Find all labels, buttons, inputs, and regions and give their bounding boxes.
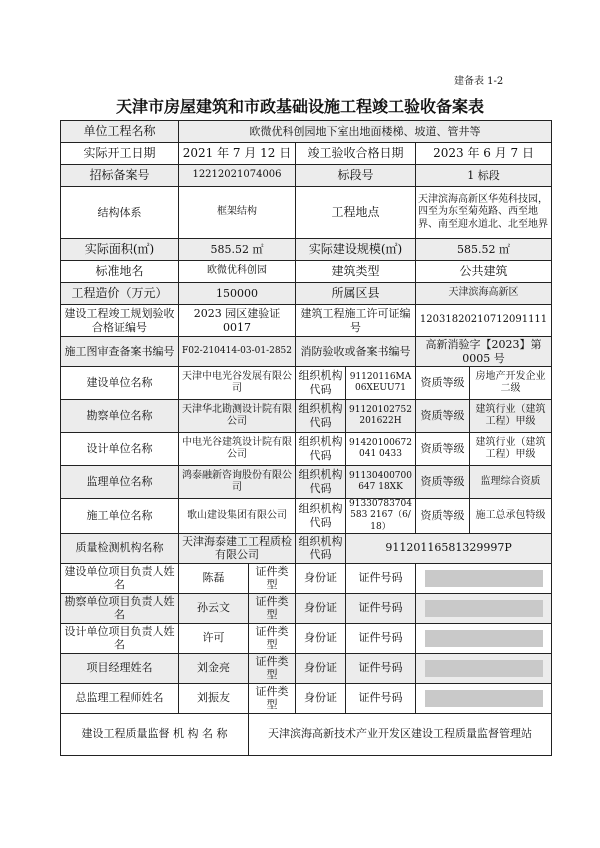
org-code-value: 91420100672041 0433 — [346, 433, 416, 466]
location-value: 天津滨海高新区华苑科技园，四至为东至菊苑路、西至地界、南至迎水道北、北至地界 — [416, 187, 552, 239]
row-project-name — [61, 121, 552, 143]
fire-label: 消防验收或备案书编号 — [296, 337, 416, 367]
qual-value: 房地产开发企业二级 — [470, 367, 552, 400]
quality-org-label: 质量检测机构名称 — [61, 533, 179, 563]
cert-no-redacted — [416, 593, 552, 623]
unit-label: 勘察单位名称 — [61, 400, 179, 433]
row-plan-cert — [61, 305, 552, 337]
person-name: 陈磊 — [179, 563, 249, 593]
building-type-label: 建筑类型 — [296, 261, 416, 283]
qual-value: 建筑行业（建筑工程）甲级 — [470, 400, 552, 433]
cert-type-label: 证件类型 — [249, 593, 296, 623]
person-name: 许可 — [179, 623, 249, 653]
qual-label: 资质等级 — [416, 499, 470, 534]
row-dates — [61, 143, 552, 165]
standard-name-label: 标准地名 — [61, 261, 179, 283]
row-supervision — [61, 713, 552, 755]
qual-label: 资质等级 — [416, 433, 470, 466]
drawing-value: F02-210414-03-01-2852 — [179, 337, 296, 367]
unit-row — [61, 400, 552, 433]
cert-type-label: 证件类型 — [249, 683, 296, 713]
cert-no-redacted — [416, 563, 552, 593]
org-code-value: 91130400700647 18XK — [346, 466, 416, 499]
org-code-value: 91120102752201622H — [346, 400, 416, 433]
supervision-label: 建设工程质量监督 机 构 名 称 — [61, 713, 249, 755]
location-label: 工程地点 — [296, 187, 416, 239]
quality-org-name: 天津海泰建工工程质检有限公司 — [179, 533, 296, 563]
org-code-value: 91330783704583 2167（6/18） — [346, 499, 416, 534]
row-area — [61, 239, 552, 261]
org-code-label: 组织机构代码 — [296, 433, 346, 466]
person-row — [61, 623, 552, 653]
district-label: 所属区县 — [296, 283, 416, 305]
cert-no-label: 证件号码 — [346, 653, 416, 683]
project-name-value: 欧微优科创园地下室出地面楼梯、坡道、管井等 — [179, 121, 552, 143]
cert-type-label: 证件类型 — [249, 563, 296, 593]
org-code-label: 组织机构代码 — [296, 466, 346, 499]
unit-row — [61, 367, 552, 400]
cert-type-label: 证件类型 — [249, 653, 296, 683]
person-label: 勘察单位项目负责人姓名 — [61, 593, 179, 623]
permit-value: 12031820210712091111 — [416, 305, 552, 337]
accept-date-label: 竣工验收合格日期 — [296, 143, 416, 165]
qual-label: 资质等级 — [416, 466, 470, 499]
scale-value: 585.52 ㎡ — [416, 239, 552, 261]
cert-no-redacted — [416, 623, 552, 653]
row-quality-org — [61, 533, 552, 563]
id-card-label: 身份证 — [296, 563, 346, 593]
accept-date-value: 2023 年 6 月 7 日 — [416, 143, 552, 165]
id-card-label: 身份证 — [296, 593, 346, 623]
qual-value: 施工总承包特级 — [470, 499, 552, 534]
quality-org-code-label: 组织机构代码 — [296, 533, 346, 563]
cert-no-label: 证件号码 — [346, 593, 416, 623]
permit-label: 建筑工程施工许可证编号 — [296, 305, 416, 337]
unit-row — [61, 433, 552, 466]
row-standard-name — [61, 261, 552, 283]
person-name: 刘振友 — [179, 683, 249, 713]
org-code-label: 组织机构代码 — [296, 400, 346, 433]
person-label: 建设单位项目负责人姓名 — [61, 563, 179, 593]
area-value: 585.52 ㎡ — [179, 239, 296, 261]
person-label: 项目经理姓名 — [61, 653, 179, 683]
id-card-label: 身份证 — [296, 623, 346, 653]
start-date-label: 实际开工日期 — [61, 143, 179, 165]
section-value: 1 标段 — [416, 165, 552, 187]
project-name-label: 单位工程名称 — [61, 121, 179, 143]
qual-label: 资质等级 — [416, 367, 470, 400]
unit-label: 建设单位名称 — [61, 367, 179, 400]
plan-cert-value: 2023 园区建验证 0017 — [179, 305, 296, 337]
standard-name-value: 欧微优科创园 — [179, 261, 296, 283]
form-title: 天津市房屋建筑和市政基础设施工程竣工验收备案表 — [115, 97, 484, 116]
scale-label: 实际建设规模(㎡) — [296, 239, 416, 261]
person-row — [61, 653, 552, 683]
row-cost — [61, 283, 552, 305]
cert-no-label: 证件号码 — [346, 563, 416, 593]
row-bid — [61, 165, 552, 187]
cost-value: 150000 — [179, 283, 296, 305]
bid-no-value: 12212021074006 — [179, 165, 296, 187]
person-label: 设计单位项目负责人姓名 — [61, 623, 179, 653]
unit-label: 监理单位名称 — [61, 466, 179, 499]
person-row — [61, 563, 552, 593]
drawing-label: 施工图审查备案书编号 — [61, 337, 179, 367]
structure-value: 框架结构 — [179, 187, 296, 239]
fire-value: 高新消验字【2023】第 0005 号 — [416, 337, 552, 367]
unit-label: 施工单位名称 — [61, 499, 179, 534]
person-name: 刘金亮 — [179, 653, 249, 683]
cert-no-redacted — [416, 683, 552, 713]
row-structure — [61, 187, 552, 239]
person-row — [61, 593, 552, 623]
org-code-value: 91120116MA06XEUU71 — [346, 367, 416, 400]
plan-cert-label: 建设工程竣工规划验收合格证编号 — [61, 305, 179, 337]
unit-name: 天津华北勘测设计院有限公司 — [179, 400, 296, 433]
filing-table — [60, 120, 552, 756]
unit-row — [61, 499, 552, 534]
unit-name: 中电光谷建筑设计院有限公司 — [179, 433, 296, 466]
bid-no-label: 招标备案号 — [61, 165, 179, 187]
building-type-value: 公共建筑 — [416, 261, 552, 283]
unit-name: 天津中电光谷发展有限公司 — [179, 367, 296, 400]
person-row — [61, 683, 552, 713]
person-name: 孙云文 — [179, 593, 249, 623]
supervision-name: 天津滨海高新技术产业开发区建设工程质量监督管理站 — [249, 713, 552, 755]
quality-org-code: 91120116581329997P — [346, 533, 552, 563]
form-code: 建备表 1-2 — [454, 76, 504, 87]
unit-label: 设计单位名称 — [61, 433, 179, 466]
start-date-value: 2021 年 7 月 12 日 — [179, 143, 296, 165]
cost-label: 工程造价（万元） — [61, 283, 179, 305]
cert-no-label: 证件号码 — [346, 623, 416, 653]
area-label: 实际面积(㎡) — [61, 239, 179, 261]
cert-no-redacted — [416, 653, 552, 683]
unit-name: 歌山建设集团有限公司 — [179, 499, 296, 534]
district-value: 天津滨海高新区 — [416, 283, 552, 305]
qual-value: 监理综合资质 — [470, 466, 552, 499]
org-code-label: 组织机构代码 — [296, 367, 346, 400]
id-card-label: 身份证 — [296, 653, 346, 683]
structure-label: 结构体系 — [61, 187, 179, 239]
cert-type-label: 证件类型 — [249, 623, 296, 653]
person-label: 总监理工程师姓名 — [61, 683, 179, 713]
unit-row — [61, 466, 552, 499]
qual-value: 建筑行业（建筑工程）甲级 — [470, 433, 552, 466]
section-label: 标段号 — [296, 165, 416, 187]
unit-name: 鸿泰融新咨询股份有限公司 — [179, 466, 296, 499]
row-drawing — [61, 337, 552, 367]
id-card-label: 身份证 — [296, 683, 346, 713]
org-code-label: 组织机构代码 — [296, 499, 346, 534]
qual-label: 资质等级 — [416, 400, 470, 433]
cert-no-label: 证件号码 — [346, 683, 416, 713]
